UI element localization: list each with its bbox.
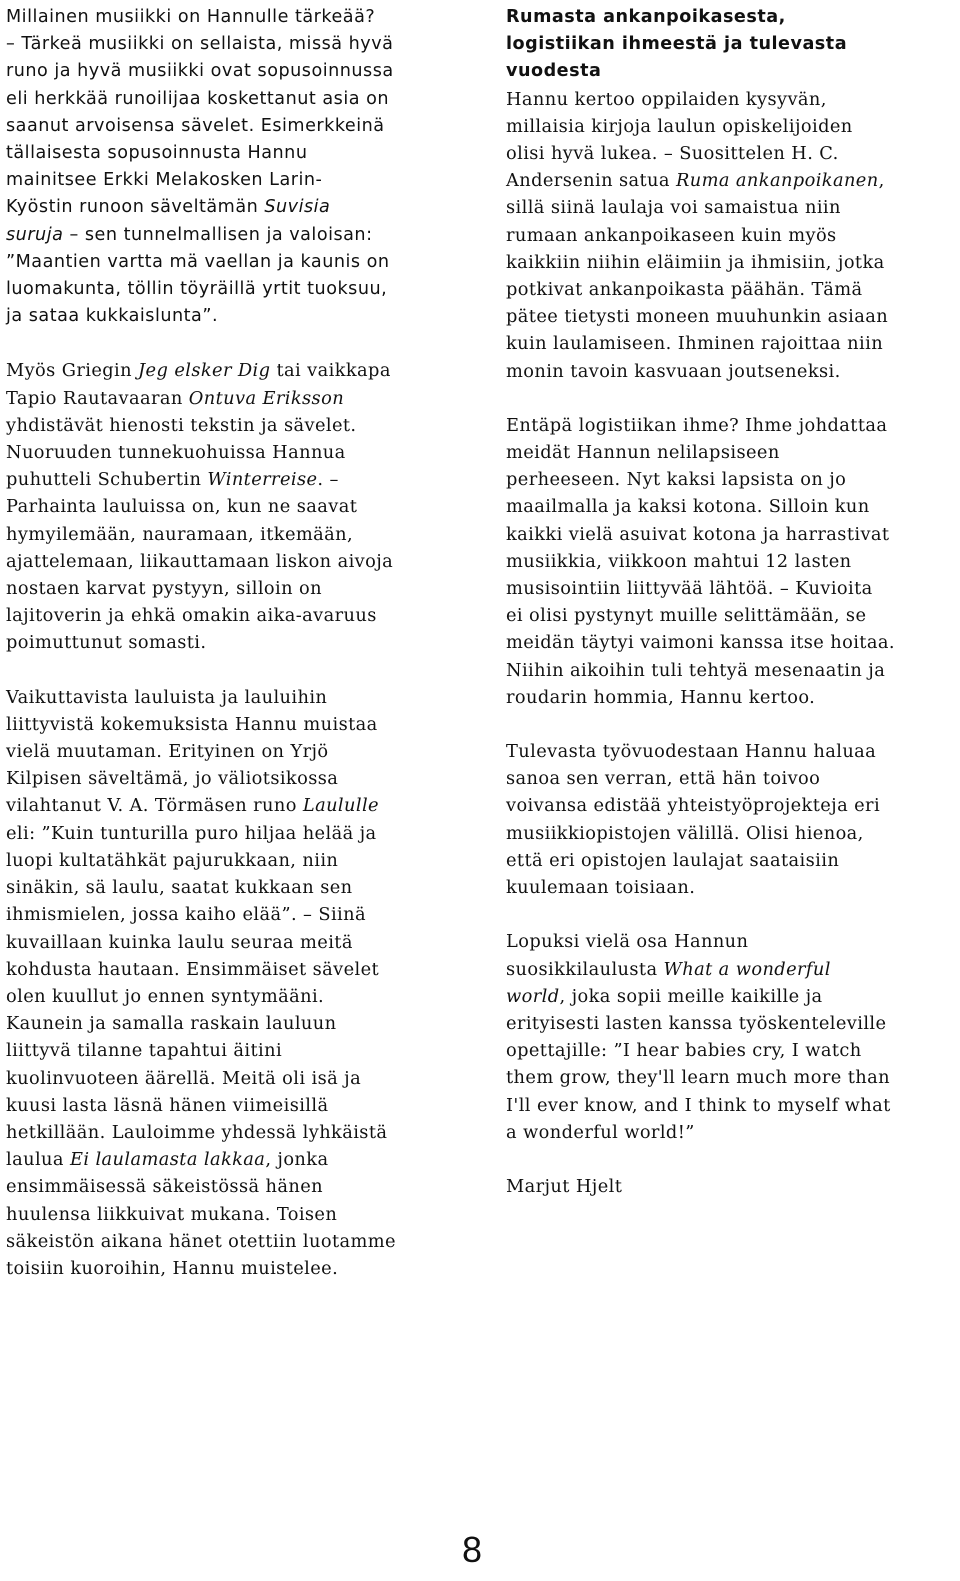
paragraph-future-year — [506, 738, 956, 901]
text-line — [506, 167, 956, 194]
song-title-ei-laulamasta-lakkaa: Ei laulamasta lakkaa — [69, 1149, 266, 1171]
text-line: – Tärkeä musiikki on sellaista, missä hyvä — [6, 34, 394, 55]
text-line: eli herkkää runoilijaa koskettanut asia on — [6, 88, 390, 109]
text-line — [6, 194, 476, 221]
text-line: kuolinvuoteen äärellä. Meitä oli isä ja — [6, 1067, 362, 1089]
text-line: kaikkiin niihin eläimiin ja ihmisiin, jotka — [506, 251, 885, 273]
song-title-suruja: suruja — [6, 224, 64, 245]
left-column — [6, 4, 476, 1309]
text-line: Kilpisen säveltämä, jo väliotsikossa — [6, 768, 339, 790]
text-run: tai vaikkapa — [270, 360, 391, 382]
text-line: liittyvä tilanne tapahtui äitini — [6, 1040, 283, 1062]
text-run: . – — [317, 469, 339, 491]
text-line: rumaan ankanpoikaseen kuin myös — [506, 224, 837, 246]
text-run: puhutteli Schubertin — [6, 469, 208, 491]
text-line: nostaen karvat pystyyn, silloin on — [6, 578, 322, 600]
text-line: ensimmäisessä säkeistössä hänen — [6, 1176, 324, 1198]
text-line: opettajille: ”I hear babies cry, I watch — [506, 1040, 862, 1062]
text-line: hetkillään. Lauloimme yhdessä lyhkäistä — [6, 1121, 388, 1143]
text-line: I'll ever know, and I think to myself what — [506, 1094, 891, 1116]
text-run: suosikkilaulusta — [506, 958, 664, 980]
song-title-world: world — [506, 985, 560, 1007]
text-line: monin tavoin kasvuaan joutseneksi. — [506, 360, 841, 382]
signature-text: Marjut Hjelt — [506, 1175, 623, 1197]
section-heading — [506, 4, 956, 86]
text-line: a wonderful world!” — [506, 1121, 695, 1143]
paragraph-logistics — [506, 412, 956, 711]
song-title-winterreise: Winterreise — [207, 469, 318, 491]
text-line: huulensa liikkuivat mukana. Toisen — [6, 1203, 338, 1225]
text-line — [6, 222, 476, 249]
text-line: lajitoverin ja ehkä omakin aika-avaruus — [6, 605, 377, 627]
text-line: kaikki vielä asuivat kotona ja harrastivat — [506, 523, 890, 545]
text-line: ei olisi pystynyt muille selittämään, se — [506, 605, 867, 627]
text-line: Millainen musiikki on Hannulle tärkeää? — [6, 7, 376, 27]
text-line: Hannu kertoo oppilaiden kysyvän, — [506, 88, 827, 110]
text-line — [506, 956, 956, 983]
text-line: millaisia kirjoja laulun opiskelijoiden — [506, 115, 853, 137]
heading-line: Rumasta ankanpoikasesta, — [506, 7, 786, 27]
song-title-laululle: Laululle — [302, 795, 379, 817]
text-run: , jonka — [265, 1149, 329, 1171]
text-run: , — [878, 170, 885, 192]
text-line: Kaunein ja samalla raskain lauluun — [6, 1013, 337, 1035]
text-line: Vaikuttavista lauluista ja lauluihin — [6, 686, 328, 708]
text-run: Andersenin satua — [506, 170, 676, 192]
text-line: sanoa sen verran, että hän toivoo — [506, 768, 821, 790]
text-line: roudarin hommia, Hannu kertoo. — [506, 686, 816, 708]
text-line — [6, 357, 476, 384]
text-line: Lopuksi vielä osa Hannun — [506, 931, 749, 953]
text-line: että eri opistojen laulajat saataisiin — [506, 849, 840, 871]
text-line — [6, 466, 476, 493]
author-signature — [506, 1173, 956, 1200]
text-line: erityisesti lasten kanssa työskenteleville — [506, 1012, 887, 1034]
book-title-ruma-ankanpoikanen: Ruma ankanpoikanen — [675, 170, 879, 192]
text-line — [6, 792, 476, 819]
text-line: meidän täytyi vaimoni kanssa itse hoitaa. — [506, 632, 895, 654]
text-line: olen kuullut jo ennen syntymääni. — [6, 985, 325, 1007]
text-line: Parhainta lauluissa on, kun ne saavat — [6, 496, 358, 518]
text-line: ajattelemaan, liikauttamaan liskon aivoja — [6, 550, 394, 572]
page-number: 8 — [462, 1529, 483, 1570]
paragraph-favorite-song — [506, 928, 956, 1146]
text-line: ”Maantien vartta mä vaellan ja kaunis on — [6, 251, 390, 272]
paragraph-impressive-songs — [6, 684, 476, 1282]
text-line: potkivat ankanpoikasta päähän. Tämä — [506, 279, 863, 301]
text-line: Niihin aikoihin tuli tehtyä mesenaatin ja — [506, 659, 886, 681]
text-line: perheeseen. Nyt kaksi lapsista on jo — [506, 469, 847, 491]
song-title-what-a-wonderful: What a wonderful — [663, 958, 831, 980]
text-line — [506, 983, 956, 1010]
text-line: them grow, they'll learn much more than — [506, 1067, 890, 1089]
text-line: tällaisesta sopusoinnusta Hannu — [6, 143, 308, 164]
paragraph-ugly-duckling — [506, 86, 956, 385]
text-run: , joka sopii meille kaikille ja — [559, 985, 823, 1007]
text-line: sinäkin, sä laulu, saatat kukkaan sen — [6, 877, 353, 899]
text-line: säkeistön aikana hänet otettiin luotamme — [6, 1230, 396, 1252]
text-line — [6, 385, 476, 412]
text-line: Entäpä logistiikan ihme? Ihme johdattaa — [506, 414, 888, 436]
text-line: sillä siinä laulaja voi samaistua niin — [506, 197, 841, 219]
text-line: eli: ”Kuin tunturilla puro hiljaa helää ja — [6, 822, 377, 844]
heading-line: logistiikan ihmeestä ja tulevasta — [506, 34, 848, 55]
song-title-jeg-elsker-dig: Jeg elsker Dig — [138, 360, 271, 382]
text-line: Tulevasta työvuodestaan Hannu haluaa — [506, 741, 877, 763]
text-line: mainitsee Erkki Melakosken Larin- — [6, 170, 323, 191]
text-line: runo ja hyvä musiikki ovat sopusoinnussa — [6, 61, 394, 82]
text-line: kohdusta hautaan. Ensimmäiset sävelet — [6, 958, 380, 980]
text-run: Tapio Rautavaaran — [6, 387, 189, 409]
text-line: pätee tietysti moneen muuhunkin asiaan — [506, 306, 889, 328]
song-title-ontuva-eriksson: Ontuva Eriksson — [188, 387, 345, 409]
text-line: kuusi lasta läsnä hänen viimeisillä — [6, 1094, 329, 1116]
text-line: kuulemaan toisiaan. — [506, 877, 696, 899]
text-line: musisointiin liittyvää lähtöä. – Kuvioita — [506, 578, 873, 600]
text-line: Nuoruuden tunnekuohuissa Hannua — [6, 442, 346, 464]
paragraph-important-music — [6, 4, 476, 330]
text-run: vilahtanut V. A. Törmäsen runo — [6, 795, 303, 817]
text-line: ihmismielen, jossa kaiho elää”. – Siinä — [6, 904, 366, 926]
text-line: musiikkiopistojen välillä. Olisi hienoa, — [506, 822, 864, 844]
text-line: luomakunta, töllin töyräillä yrtit tuoksuu, — [6, 279, 388, 300]
heading-line: vuodesta — [506, 61, 602, 82]
text-line: musiikkia, viikkoon mahtui 12 lasten — [506, 550, 852, 572]
text-line: saanut arvoisensa sävelet. Esimerkkeinä — [6, 115, 385, 136]
text-line: kuvaillaan kuinka laulu seuraa meitä — [6, 931, 353, 953]
text-line: hymyilemään, nauramaan, itkemään, — [6, 523, 354, 545]
text-run: laulua — [6, 1149, 70, 1171]
song-title-suvisia: Suvisia — [264, 197, 331, 218]
text-run: – sen tunnelmallisen ja valoisan: — [63, 224, 373, 245]
text-line: toisiin kuoroihin, Hannu muistelee. — [6, 1257, 339, 1279]
text-run: Kyöstin runoon säveltämän — [6, 197, 265, 218]
text-line: liittyvistä kokemuksista Hannu muistaa — [6, 713, 378, 735]
text-line — [6, 1146, 476, 1173]
text-run: Myös Griegin — [6, 360, 139, 382]
text-line: olisi hyvä lukea. – Suosittelen H. C. — [506, 143, 839, 165]
text-line: ja sataa kukkaislunta”. — [6, 306, 219, 327]
text-line: maailmalla ja kaksi kotona. Silloin kun — [506, 496, 870, 518]
text-line: poimuttunut somasti. — [6, 632, 207, 654]
paragraph-grieg — [6, 357, 476, 656]
text-line: yhdistävät hienosti tekstin ja sävelet. — [6, 414, 357, 436]
text-line: meidät Hannun nelilapsiseen — [506, 442, 780, 464]
text-line: kuin laulamiseen. Ihminen rajoittaa niin — [506, 333, 884, 355]
text-line: luopi kultatähkät pajurukkaan, niin — [6, 849, 339, 871]
right-column — [506, 4, 956, 1227]
text-line: voivansa edistää yhteistyöprojekteja eri — [506, 795, 881, 817]
text-line: vielä muutaman. Erityinen on Yrjö — [6, 741, 329, 763]
